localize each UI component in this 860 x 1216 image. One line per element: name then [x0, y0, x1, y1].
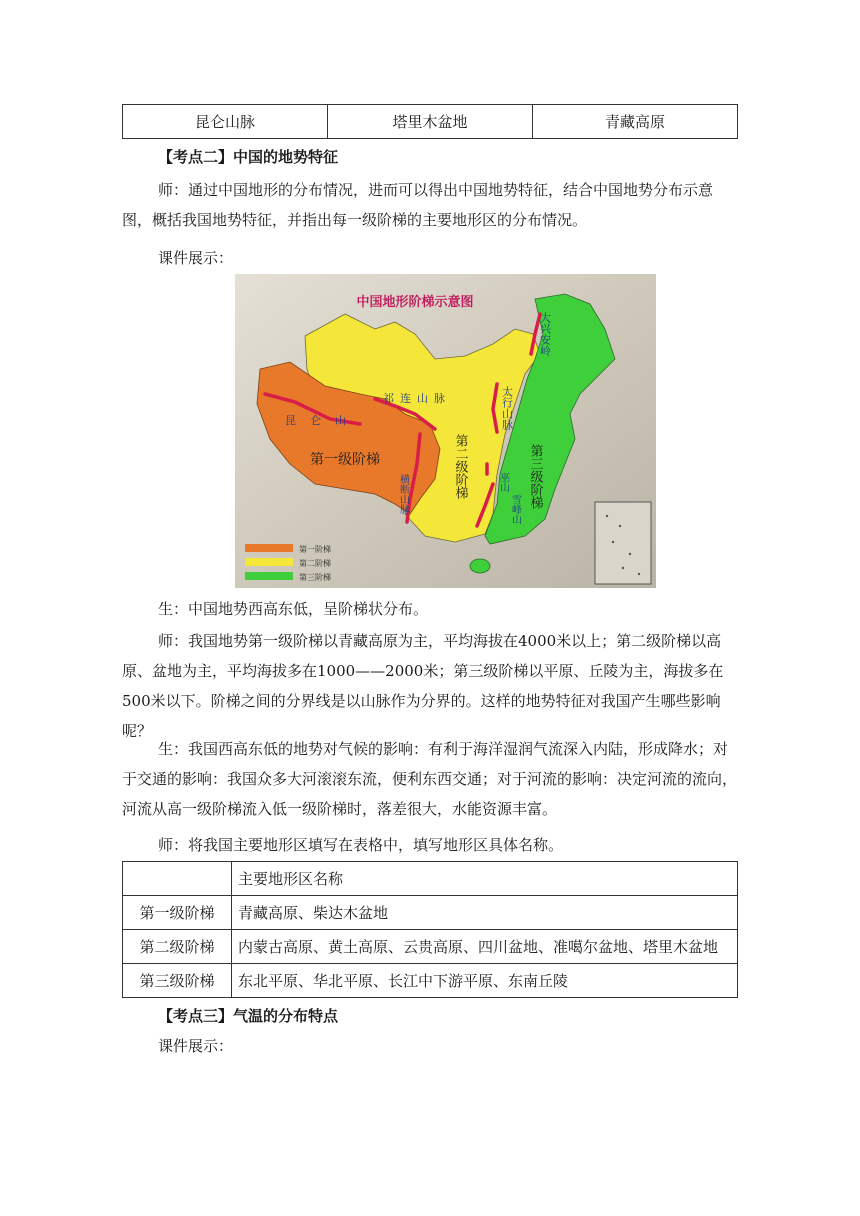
teacher-paragraph-1: 师：通过中国地形的分布情况，进而可以得出中国地势特征，结合中国地势分布示意图，概括我国地势特征，并指出每一级阶梯的主要地形区的分布情况。 — [122, 181, 714, 229]
step-terrain-table — [122, 861, 738, 998]
courseware-label-1: 课件展示： — [158, 249, 234, 267]
map-legend — [245, 544, 331, 582]
taihang-label: 太行山脉 — [500, 386, 514, 430]
table-cell: 第一级阶梯 — [123, 896, 232, 930]
table-header-row — [123, 862, 738, 896]
wushan-label: 巫山 — [497, 472, 509, 492]
table-cell: 第三级阶梯 — [123, 964, 232, 998]
legend-swatch-step2 — [245, 558, 293, 566]
table-row — [123, 930, 738, 964]
table-cell: 昆仑山脉 — [123, 105, 328, 139]
table-cell: 东北平原、华北平原、长江中下游平原、东南丘陵 — [232, 964, 738, 998]
legend-label-step2: 第二阶梯 — [299, 559, 331, 568]
terrain-step-map — [235, 274, 656, 588]
kunlun-label: 昆仑山 — [285, 414, 360, 427]
hainan-island — [470, 559, 490, 573]
legend-label-step1: 第一阶梯 — [299, 545, 331, 554]
teacher-paragraph-3: 师：将我国主要地形区填写在表格中，填写地形区具体名称。 — [158, 836, 564, 854]
legend-label-step3: 第三阶梯 — [299, 573, 331, 582]
table-cell: 青藏高原 — [533, 105, 738, 139]
table-row — [123, 964, 738, 998]
section-heading-3: 【考点三】气温的分布特点 — [158, 1007, 339, 1025]
hengduan-label: 横断山脉 — [397, 474, 409, 514]
legend-swatch-step3 — [245, 572, 293, 580]
student-paragraph-1: 生：中国地势西高东低，呈阶梯状分布。 — [158, 600, 429, 618]
table-row — [123, 896, 738, 930]
courseware-label-2: 课件展示： — [158, 1037, 234, 1055]
table-cell: 内蒙古高原、黄土高原、云贵高原、四川盆地、准噶尔盆地、塔里木盆地 — [232, 930, 738, 964]
continued-table — [122, 104, 738, 139]
table-cell: 第二级阶梯 — [123, 930, 232, 964]
step2-label: 第二级阶梯 — [452, 434, 468, 499]
student-paragraph-2: 生：我国西高东低的地势对气候的影响：有利于海洋湿润气流深入内陆，形成降水；对于交通的影响：我国众多大河滚滚东流，便利东西交通；对于河流的影响：决定河流的流向，河流从高一级阶梯流入低一级阶梯时，落差很大，水能资源丰富。 — [122, 740, 738, 818]
table-cell — [123, 862, 232, 896]
table-cell: 青藏高原、柴达木盆地 — [232, 896, 738, 930]
south-sea-inset — [595, 502, 651, 584]
table-cell: 主要地形区名称 — [232, 862, 738, 896]
step1-label: 第一级阶梯 — [310, 452, 380, 468]
daxinganling-label: 大兴安岭 — [538, 312, 552, 356]
table-row — [123, 105, 738, 139]
step3-label: 第三级阶梯 — [527, 444, 543, 509]
table-cell: 塔里木盆地 — [328, 105, 533, 139]
qilian-label: 祁连山脉 — [383, 392, 451, 405]
teacher-paragraph-2: 师：我国地势第一级阶梯以青藏高原为主，平均海拔在4000米以上；第二级阶梯以高原、盆地为主，平均海拔多在1000——2000米；第三级阶梯以平原、丘陵为主，海拔多在500米以下。阶梯之间的分界线是以山脉作为分界的。这样的地势特征对我国产生哪些影响呢？ — [122, 632, 724, 740]
map-title: 中国地形阶梯示意图 — [356, 295, 474, 310]
xuefeng-label: 雪峰山 — [509, 494, 521, 524]
legend-swatch-step1 — [245, 544, 293, 552]
section-heading-2: 【考点二】中国的地势特征 — [158, 148, 339, 166]
